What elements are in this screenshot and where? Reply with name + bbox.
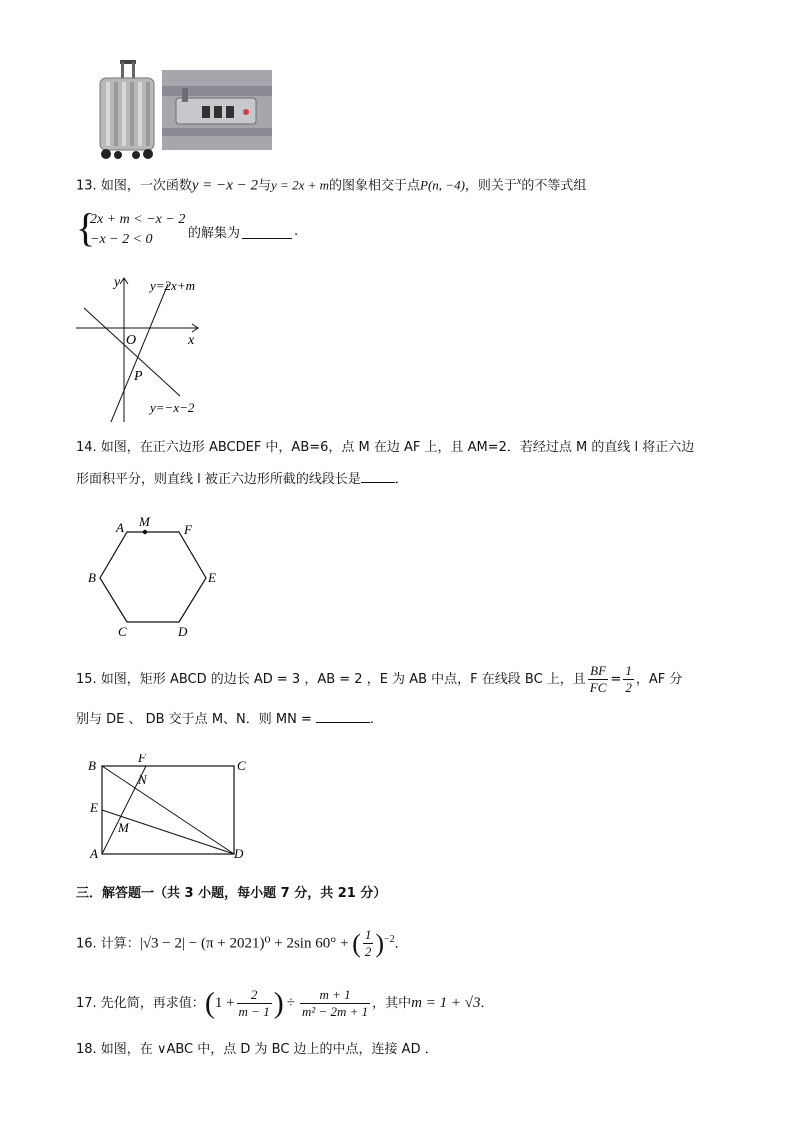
section-3-heading: 三．解答题一（共 3 小题，每小题 7 分，共 21 分） [76,886,387,901]
label-line1: y=2x+m [150,278,195,293]
label-p: P [134,369,143,384]
label-y: y [114,275,121,290]
svg-text:B: B [88,570,96,585]
lock-closeup-image [162,70,272,150]
suitcase-image [96,58,158,162]
q13-statement: 13. 如图，一次函数y = −x − 2与y = 2x + m的图象相交于点P(n, −4)，则关于$^x$的不等式组 [76,176,587,194]
q15-statement-2: 别与 DE 、 DB 交于点 M、N．则 MN = . [76,708,374,730]
svg-text:D: D [178,624,188,639]
label-x: x [188,333,195,348]
svg-text:C: C [118,624,127,639]
q17-statement: 17. 先化简，再求值：(1 + $\frac{2}{m - 1}$ ) ÷ $\frac{m + 1}{\text{m² − 2m + 1}}$ ，其中m = 1 + √3． [76,986,494,1020]
q18-statement: 18. 如图，在 ∨ABC 中，点 D 为 BC 边上的中点，连接 AD ． [76,1042,438,1057]
hexagon-abcdef [100,532,206,622]
q13-function-graph [70,272,220,424]
svg-text:E: E [90,800,98,815]
q15-statement-1: 15. 如图，矩形 ABCD 的边长 AD = 3 ，AB = 2 ，E 为 AB 中点，F 在线段 BC 上，且 $\frac{BF}{FC}$ = $\frac{1}{2}$ ，AF 分 [76,663,683,695]
svg-text:F: F [184,522,192,537]
label-origin: O [126,333,137,348]
segment-db [102,766,234,854]
svg-text:N: N [138,772,147,787]
svg-text:M: M [118,820,129,835]
svg-text:A: A [116,520,124,535]
q15-rectangle-figure [84,754,254,866]
svg-text:D: D [234,846,244,861]
q14-statement-1: 14. 如图，在正六边形 ABCDEF 中，AB=6，点 M 在边 AF 上，且 AM=2．若经过点 M 的直线 l 将正六边 [76,440,695,455]
svg-text:E: E [208,570,216,585]
svg-text:M: M [139,514,150,529]
svg-text:C: C [237,758,246,773]
q15-answer-blank[interactable] [316,708,370,723]
q14-hexagon-figure [82,512,232,642]
q13-answer-blank[interactable] [242,224,292,239]
label-line2: y=−x−2 [150,400,195,415]
q14-answer-blank[interactable] [361,468,395,483]
svg-text:B: B [88,758,96,773]
line-neg-x-minus-2 [84,308,180,396]
svg-text:F: F [138,754,146,765]
q16-statement: 16. 计算：|√3 − 2| − (π + 2021)⁰ + 2sin 60° + ( $\frac{1}{2}$ )$^{-2}$． [76,927,408,960]
q14-statement-2: 形面积平分，则直线 l 被正六边形所截的线段长是 ． [76,468,408,490]
svg-text:A: A [90,846,98,861]
point-m [143,530,147,534]
